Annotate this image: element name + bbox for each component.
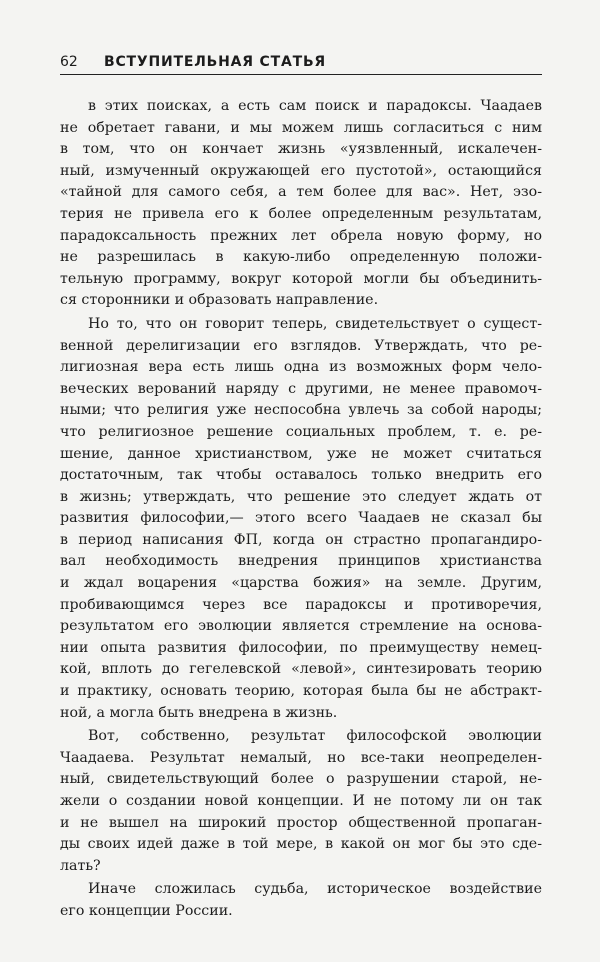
paragraph <box>60 726 542 877</box>
text-line: Иначе сложилась судьба, историческое воздействие <box>88 881 542 898</box>
text-line: вал необходимость внедрения принципов христианства <box>60 553 542 570</box>
text-line: в период написания ФП, когда он страстно пропагандиро- <box>60 531 542 548</box>
text-line: в жизнь; утверждать, что решение это следует ждать от <box>60 488 542 505</box>
text-line: не разрешилась в какую-либо определенную положи- <box>60 249 542 266</box>
paragraph <box>60 314 542 724</box>
text-line: ся сторонники и образовать направление. <box>60 292 379 309</box>
text-line: не обретает гавани, и мы можем лишь согласиться с ним <box>60 119 542 136</box>
text-line: Вот, собственно, результат философской эволюции <box>88 728 542 745</box>
text-line: ной, а могла быть внедрена в жизнь. <box>60 704 338 721</box>
text-line: что религиозное решение социальных проблем, т. е. ре- <box>60 423 542 440</box>
body-text <box>60 96 542 925</box>
text-line: нии опыта развития философии, по преимуществу немец- <box>60 639 542 656</box>
text-line: терия не привела его к более определенным результатам, <box>60 205 542 222</box>
text-line: и ждал воцарения «царства божия» на земле. Другим, <box>60 575 542 592</box>
text-line: пробивающимся через все парадоксы и противоречия, <box>60 596 542 613</box>
paragraph <box>60 879 542 922</box>
text-line: достаточным, так чтобы оставалось только внедрить его <box>60 467 542 484</box>
text-line: венной дерелигизации его взглядов. Утверждать, что ре- <box>60 337 542 354</box>
text-line: в том, что он кончает жизнь «уязвленный, искалечен- <box>60 141 542 158</box>
text-line: веческих верований наряду с другими, не менее правомоч- <box>60 380 542 397</box>
text-line: лать? <box>60 857 101 874</box>
text-line: лигиозная вера есть лишь одна из возможных форм чело- <box>60 359 542 376</box>
text-line: парадоксальность прежних лет обрела новую форму, но <box>60 227 542 244</box>
paragraph <box>60 96 542 312</box>
text-line: «тайной для самого себя, а тем более для вас». Нет, эзо- <box>60 184 542 201</box>
text-line: кой, вплоть до гегелевской «левой», синтезировать теорию <box>60 661 542 678</box>
text-line: жели о создании новой концепции. И не потому ли он так <box>60 793 542 809</box>
text-line: ный, измученный окружающей его пустотой», остающийся <box>60 162 542 179</box>
text-line: его концепции России. <box>60 902 233 919</box>
text-line: и практику, основать теорию, которая была бы не абстракт- <box>60 683 542 700</box>
text-line: и не вышел на широкий простор общественной пропаган- <box>60 814 542 831</box>
running-header <box>60 52 542 75</box>
text-line: шение, данное христианством, уже не может считаться <box>60 445 542 462</box>
text-line: в этих поисках, а есть сам поиск и парадоксы. Чаадаев <box>88 98 542 114</box>
text-line: тельную программу, вокруг которой могли бы объединить- <box>60 270 542 287</box>
text-line: Но то, что он говорит теперь, свидетельствует о сущест- <box>88 315 542 332</box>
running-title: ВСТУПИТЕЛЬНАЯ СТАТЬЯ <box>104 54 327 70</box>
text-line: Чаадаева. Результат немалый, но все-таки неопределен- <box>60 749 542 766</box>
text-line: развития философии,— этого всего Чаадаев не сказал бы <box>60 510 542 527</box>
text-line: ный, свидетельствующий более о разрушении старой, не- <box>60 771 542 788</box>
text-line: ными; что религия уже неспособна увлечь за собой народы; <box>60 402 542 419</box>
text-line: ды своих идей даже в той мере, в какой он мог бы это сде- <box>60 836 542 853</box>
page-number: 62 <box>60 54 78 70</box>
text-line: результатом его эволюции является стремление на основа- <box>60 618 542 635</box>
